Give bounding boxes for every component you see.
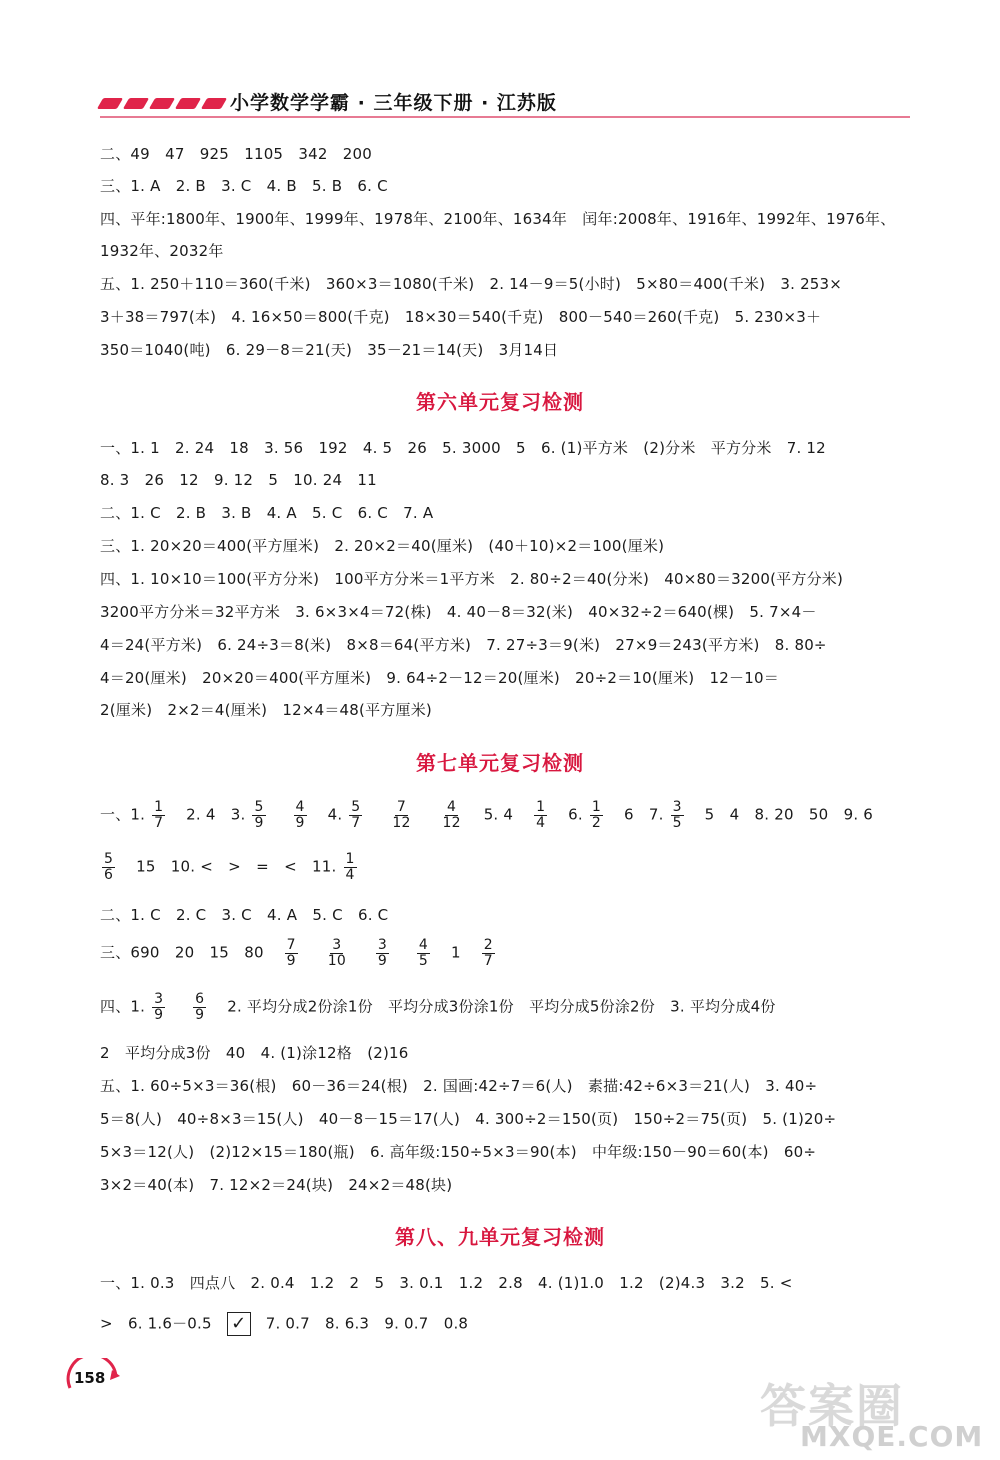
answer-line: 三、1. A 2. B 3. C 4. B 5. B 6. C [100, 177, 388, 195]
fraction: $\frac{7}{12}$ [392, 799, 411, 831]
fraction: $\frac{4}{12}$ [442, 799, 461, 831]
page-number: 158 [74, 1369, 106, 1387]
header-stripes-decoration [100, 98, 224, 109]
answer-line: 5×3＝12(人) (2)12×15＝180(瓶) 6. 高年级:150÷5×3＝90(本) 中年级:150－90＝60(本) 60÷ [100, 1143, 817, 1161]
answer-line: 二、49 47 925 1105 342 200 [100, 145, 373, 163]
answer-line: 3×2＝40(本) 7. 12×2＝24(块) 24×2＝48(块) [100, 1176, 453, 1194]
answer-line: 8. 3 26 12 9. 12 5 10. 24 11 [100, 471, 377, 489]
fraction: $\frac{1}{4}$ [536, 799, 546, 831]
answer-line: 3＋38＝797(本) 4. 16×50＝800(千克) 18×30＝540(千克) 800－540＝260(千克) 5. 230×3＋ [100, 308, 822, 326]
fraction: $\frac{7}{9}$ [286, 937, 296, 969]
fraction: $\frac{1}{4}$ [345, 851, 355, 883]
page-number-badge [60, 1358, 130, 1408]
answer-line: 二、1. C 2. C 3. C 4. A 5. C 6. C [100, 906, 389, 924]
fraction: $\frac{4}{5}$ [418, 937, 429, 969]
answer-line-with-fractions: 一、1. $\frac{1}{7}$ 2. 4 3. $\frac{5}{9}$ $\frac{4}{9}$ 4. $\frac{5}{7}$ $\frac{7}{12}$ $\frac{4}{12}$ 5. 4 $\frac{1}{4}$ 6. $\frac{1}{2}$ 6 7. $\frac{3}{5}$ 5 4 8. 20 50 9. 6 [100, 799, 874, 831]
answer-line: 1932年、2032年 [100, 242, 224, 260]
page-header [100, 88, 910, 124]
answer-line-with-fractions: $\frac{5}{6}$ 15 10. < > = < 11. $\frac{1}{4}$ [104, 851, 355, 883]
fraction: $\frac{4}{9}$ [295, 799, 305, 831]
answer-line: 2 平均分成3份 40 4. (1)涂12格 (2)16 [100, 1044, 409, 1062]
fraction: $\frac{2}{7}$ [483, 937, 493, 969]
header-divider [100, 116, 910, 118]
answer-line: 4＝20(厘米) 20×20＝400(平方厘米) 9. 64÷2－12＝20(厘米) 20÷2＝10(厘米) 12－10＝ [100, 669, 779, 687]
answer-line: 二、1. C 2. B 3. B 4. A 5. C 6. C 7. A [100, 504, 434, 522]
fraction: $\frac{5}{6}$ [104, 851, 114, 883]
fraction: $\frac{3}{5}$ [672, 799, 682, 831]
answer-line: 一、1. 0.3 四点八 2. 0.4 1.2 2 5 3. 0.1 1.2 2.8 4. (1)1.0 1.2 (2)4.3 3.2 5. < [100, 1274, 793, 1292]
fraction: $\frac{3}{10}$ [327, 937, 346, 969]
fraction: $\frac{3}{9}$ [377, 937, 387, 969]
answer-line-with-fractions: 四、1. $\frac{3}{9}$ $\frac{6}{9}$ 2. 平均分成2份涂1份 平均分成3份涂1份 平均分成5份涂2份 3. 平均分成4份 [100, 991, 776, 1023]
answer-line: 三、1. 20×20＝400(平方厘米) 2. 20×2＝40(厘米) (40＋10)×2＝100(厘米) [100, 537, 665, 555]
answer-line: 2(厘米) 2×2＝4(厘米) 12×4＝48(平方厘米) [100, 701, 432, 719]
watermark-url: MXQE.COM [800, 1420, 984, 1453]
answer-line: 四、1. 10×10＝100(平方分米) 100平方分米＝1平方米 2. 80÷2＝40(分米) 40×80＝3200(平方分米) [100, 570, 844, 588]
book-title: 小学数学学霸 · 三年级下册 · 江苏版 [230, 92, 557, 114]
answer-line-with-fractions: 三、690 20 15 80 $\frac{7}{9}$ $\frac{3}{10}$ $\frac{3}{9}$ $\frac{4}{5}$ 1 $\frac{2}{7}$ [100, 937, 493, 969]
fraction: $\frac{1}{7}$ [154, 799, 164, 831]
section-title-unit7: 第七单元复习检测 [416, 751, 584, 775]
section-title-unit6: 第六单元复习检测 [416, 390, 584, 414]
fraction: $\frac{1}{2}$ [591, 799, 601, 831]
answer-line: 5＝8(人) 40÷8×3＝15(人) 40－8－15＝17(人) 4. 300÷2＝150(页) 150÷2＝75(页) 5. (1)20÷ [100, 1110, 837, 1128]
answer-line: 一、1. 1 2. 24 18 3. 56 192 4. 5 26 5. 3000 5 6. (1)平方米 (2)分米 平方分米 7. 12 [100, 439, 826, 457]
fraction: $\frac{5}{9}$ [254, 799, 264, 831]
watermark-logo: 答案圈 [760, 1379, 904, 1433]
answer-line-with-checkbox: > 6. 1.6－0.5 ✓ 7. 0.7 8. 6.3 9. 0.7 0.8 [100, 1313, 469, 1334]
fraction: $\frac{6}{9}$ [195, 991, 205, 1023]
fraction: $\frac{5}{7}$ [351, 799, 361, 831]
answer-line: 3200平方分米＝32平方米 3. 6×3×4＝72(株) 4. 40－8＝32(米) 40×32÷2＝640(棵) 5. 7×4－ [100, 603, 817, 621]
answer-line: 350＝1040(吨) 6. 29－8＝21(天) 35－21＝14(天) 3月14日 [100, 341, 559, 359]
answer-line: 五、1. 250＋110＝360(千米) 360×3＝1080(千米) 2. 14－9＝5(小时) 5×80＝400(千米) 3. 253× [100, 275, 843, 293]
section-title-unit8-9: 第八、九单元复习检测 [395, 1225, 605, 1249]
fraction: $\frac{3}{9}$ [154, 991, 164, 1023]
check-mark-box: ✓ [227, 1312, 251, 1336]
answer-line: 四、平年:1800年、1900年、1999年、1978年、2100年、1634年 闰年:2008年、1916年、1992年、1976年、 [100, 210, 896, 228]
answer-line: 五、1. 60÷5×3＝36(根) 60－36＝24(根) 2. 国画:42÷7＝6(人) 素描:42÷6×3＝21(人) 3. 40÷ [100, 1077, 818, 1095]
answer-line: 4＝24(平方米) 6. 24÷3＝8(米) 8×8＝64(平方米) 7. 27÷3＝9(米) 27×9＝243(平方米) 8. 80÷ [100, 636, 827, 654]
